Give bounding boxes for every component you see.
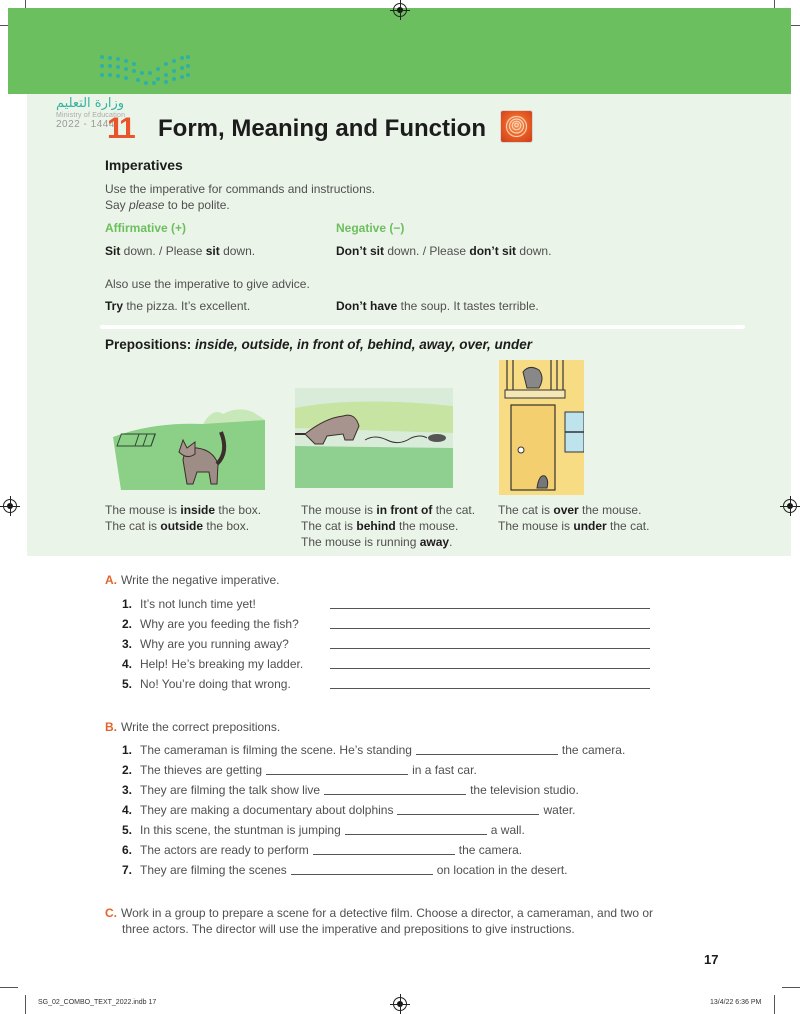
exercise-b-item: 7. They are filming the scenes on location in the desert. xyxy=(122,863,568,877)
ministry-name-english: Ministry of Education xyxy=(56,112,126,119)
exercise-b-item: 6. The actors are ready to perform the camera. xyxy=(122,843,523,857)
registration-mark-icon xyxy=(393,3,407,17)
caption-front-behind-away: The mouse is in front of the cat. The cat is behind the mouse. The mouse is running away. xyxy=(301,503,476,549)
exercise-a-item: 2. Why are you feeding the fish? xyxy=(122,617,299,631)
section-divider xyxy=(100,325,745,329)
registration-mark-icon xyxy=(393,997,407,1011)
exercise-b-item: 4. They are making a documentary about dolphins water. xyxy=(122,803,576,817)
answer-blank[interactable] xyxy=(345,834,487,835)
exercise-b-item: 5. In this scene, the stuntman is jumping a wall. xyxy=(122,823,525,837)
footer-timestamp: 13/4/22 6:36 PM xyxy=(710,999,762,1006)
spiral-icon xyxy=(501,111,532,142)
exercise-a-item: 1. It’s not lunch time yet! xyxy=(122,597,256,611)
affirmative-example: Sit down. / Please sit down. xyxy=(105,244,256,258)
crop-mark xyxy=(782,987,800,988)
affirmative-heading: Affirmative (+) xyxy=(105,221,187,235)
answer-blank[interactable] xyxy=(291,874,433,875)
section-title-prepositions: Prepositions: inside, outside, in front of, behind, away, over, under xyxy=(105,337,533,352)
unit-number: 11 xyxy=(107,112,133,145)
illustration-cat-over-mouse xyxy=(499,360,584,495)
registration-mark-icon xyxy=(3,499,17,513)
exercise-b-instruction: B. Write the correct prepositions. xyxy=(105,720,281,734)
exercise-b-item: 2. The thieves are getting in a fast car. xyxy=(122,763,477,777)
caption-over-under: The cat is over the mouse. The mouse is under the cat. xyxy=(498,503,650,533)
answer-line[interactable] xyxy=(330,668,650,669)
answer-blank[interactable] xyxy=(324,794,466,795)
exercise-a-instruction: A. Write the negative imperative. xyxy=(105,573,280,587)
illustration-cat-chasing-mouse xyxy=(295,388,453,488)
answer-blank[interactable] xyxy=(266,774,408,775)
answer-line[interactable] xyxy=(330,688,650,689)
page-title: Form, Meaning and Function xyxy=(158,115,486,142)
caption-inside-outside: The mouse is inside the box. The cat is outside the box. xyxy=(105,503,262,533)
answer-blank[interactable] xyxy=(397,814,539,815)
footer-file-name: SG_02_COMBO_TEXT_2022.indb 17 xyxy=(38,999,157,1006)
imperatives-intro-2: Say please to be polite. xyxy=(105,198,230,212)
answer-blank[interactable] xyxy=(416,754,558,755)
negative-heading: Negative (−) xyxy=(336,221,405,235)
exercise-a-item: 5. No! You’re doing that wrong. xyxy=(122,677,291,691)
exercise-b-item: 1. The cameraman is filming the scene. He’s standing the camera. xyxy=(122,743,626,757)
answer-blank[interactable] xyxy=(313,854,455,855)
crop-mark xyxy=(0,987,18,988)
crop-mark xyxy=(25,995,26,1014)
exercise-c-instruction: C. Work in a group to prepare a scene for a detective film. Choose a director, a cameraman, and two or xyxy=(105,906,654,920)
crop-mark xyxy=(774,995,775,1014)
exercise-b-item: 3. They are filming the talk show live the television studio. xyxy=(122,783,579,797)
edition-year: 2022 - 1444 xyxy=(56,119,115,130)
page-number: 17 xyxy=(704,952,719,967)
registration-mark-icon xyxy=(783,499,797,513)
answer-line[interactable] xyxy=(330,648,650,649)
ministry-logo xyxy=(56,96,156,130)
negative-example: Don’t sit down. / Please don’t sit down. xyxy=(336,244,552,258)
advice-affirmative: Try the pizza. It’s excellent. xyxy=(105,299,251,313)
ministry-name-arabic: وزارة التعليم xyxy=(56,96,125,111)
exercise-a-item: 4. Help! He’s breaking my ladder. xyxy=(122,657,304,671)
advice-negative: Don’t have the soup. It tastes terrible. xyxy=(336,299,539,313)
section-title-imperatives: Imperatives xyxy=(105,157,183,173)
illustration-cat-outside-box xyxy=(113,402,265,492)
exercise-c-instruction-cont: three actors. The director will use the imperative and prepositions to give instructions. xyxy=(122,922,575,936)
answer-line[interactable] xyxy=(330,608,650,609)
advice-intro: Also use the imperative to give advice. xyxy=(105,277,310,291)
ministry-logo-icon xyxy=(100,55,190,83)
exercise-a-item: 3. Why are you running away? xyxy=(122,637,289,651)
answer-line[interactable] xyxy=(330,628,650,629)
imperatives-intro-1: Use the imperative for commands and instructions. xyxy=(105,182,376,196)
